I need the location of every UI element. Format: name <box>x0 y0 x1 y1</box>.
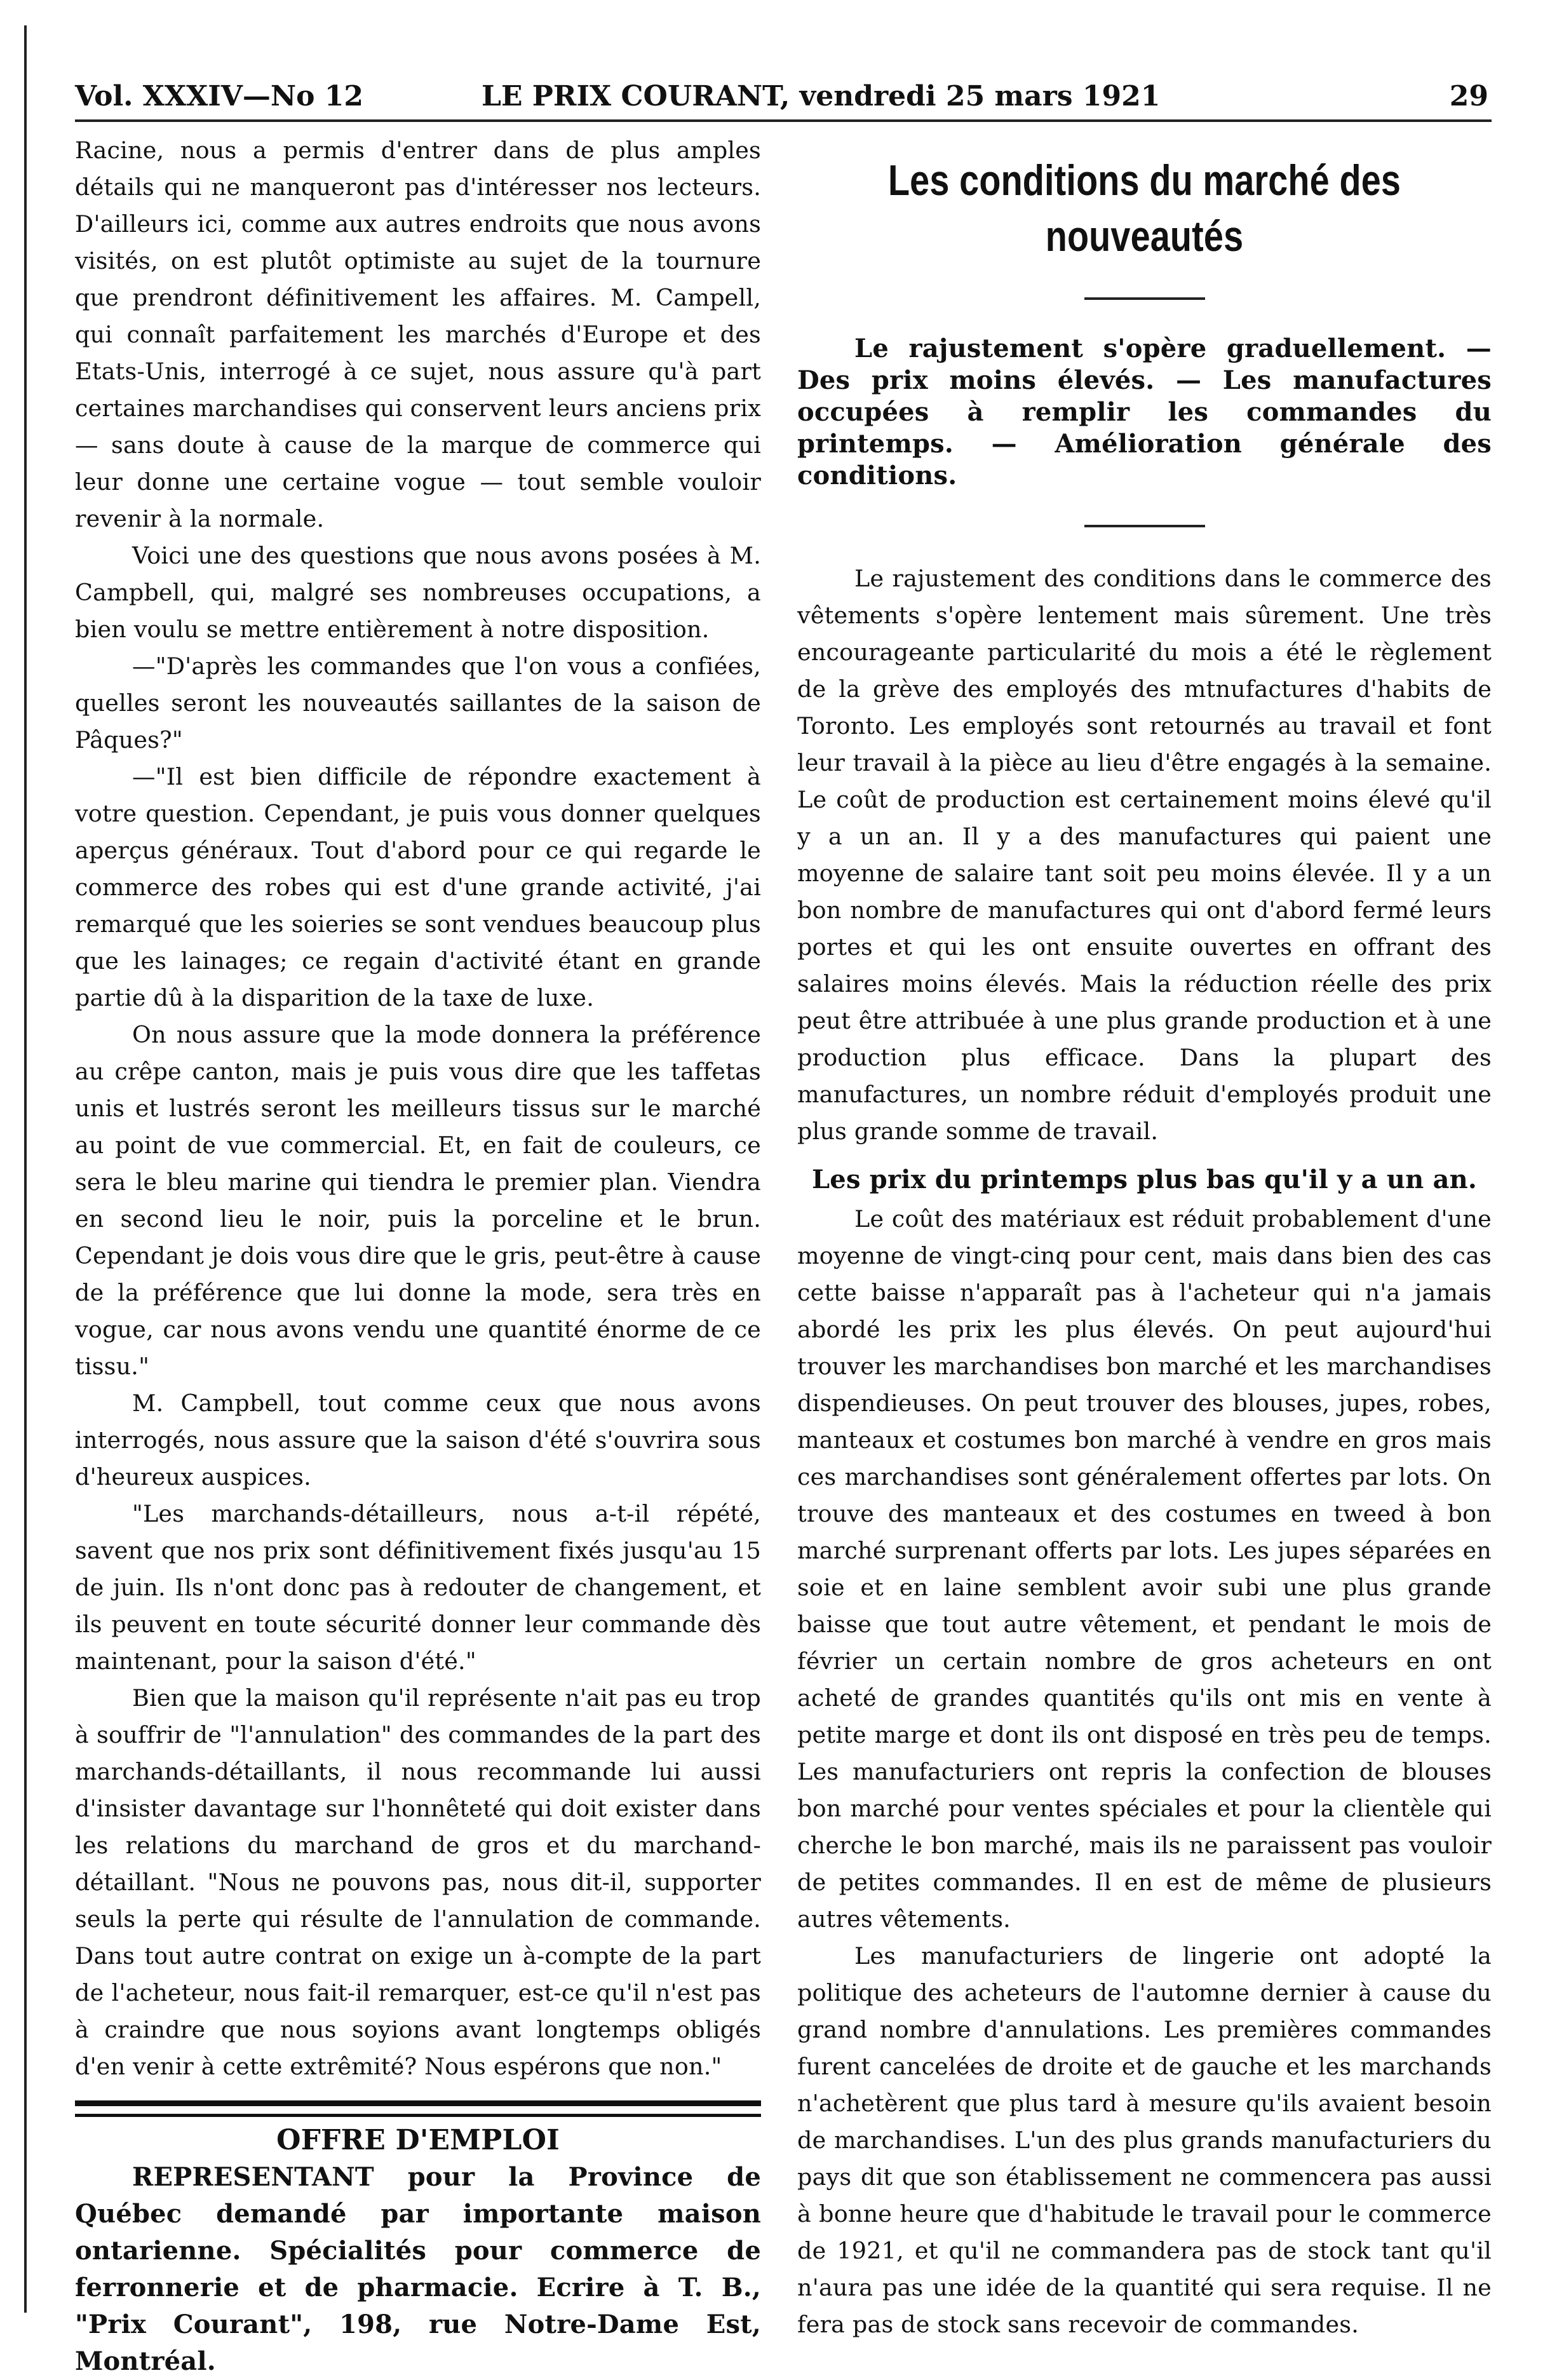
right-column <box>797 132 1492 2343</box>
article-paragraph: On nous assure que la mode donnera la préférence au crêpe canton, mais je puis vous dire que les taffetas unis et lustrés seront les meilleurs tissus sur le marché au point de vue commercial. Et, en fait de couleurs, ce sera le bleu marine qui tiendra le premier plan. Viendra en second lieu le noir, puis la porceline et le brun. Cependant je dois vous dire que le gris, peut-être à cause de la préférence que lui donne la mode, sera très en vogue, car nous avons vendu une quantité énorme de ce tissu." <box>75 1021 761 1380</box>
article-paragraph: —"Il est bien difficile de répondre exactement à votre question. Cependant, je puis vous donner quelques aperçus généraux. Tout d'abord pour ce qui regarde le commerce des robes qui est d'une grande activité, j'ai remarqué que les soieries se sont vendues beaucoup plus que les lainages; ce regain d'activité étant en grande partie dû à la disparition de la taxe de luxe. <box>75 763 761 1011</box>
page-number: 29 <box>1449 80 1488 112</box>
job-offer-title: OFFRE D'EMPLOI <box>276 2124 560 2156</box>
article-subhead: Les prix du printemps plus bas qu'il y a un an. <box>811 1165 1478 1194</box>
left-column <box>75 132 761 2380</box>
page-edge-line <box>24 25 27 2313</box>
publication-and-date: LE PRIX COURANT, vendredi 25 mars 1921 <box>482 80 1161 112</box>
title-rule <box>1084 297 1205 300</box>
article-paragraph: M. Campbell, tout comme ceux que nous avons interrogés, nous assure que la saison d'été s'ouvrira sous d'heureux auspices. <box>75 1389 761 1491</box>
article-paragraph: Voici une des questions que nous avons posées à M. Campbell, qui, malgré ses nombreuses occupations, a bien voulu se mettre entièrement à notre disposition. <box>75 542 761 643</box>
deck-rule <box>1084 525 1205 527</box>
volume-number: Vol. XXXIV—No 12 <box>75 80 364 112</box>
article-paragraph: Le rajustement des conditions dans le commerce des vêtements s'opère lentement mais sûrement. Une très encourageante particularité du mois a été le règlement de la grève des employés des mtnufactures d'habits de Toronto. Les employés sont retournés au travail et font leur travail à la pièce au lieu d'être engagés à la semaine. Le coût de production est certainement moins élevé qu'il y a un an. Il y a des manufactures qui paient une moyenne de salaire tant soit peu moins élevée. Il y a un bon nombre de manufactures qui ont d'abord fermé leurs portes et qui les ont ensuite ouvertes en offrant des salaires moins élevés. Mais la réduction réelle des prix peut être attribuée à une plus grande production et à une production plus efficace. Dans la plupart des manufactures, un nombre réduit d'employés produit une plus grande somme de travail. <box>797 565 1492 1145</box>
article-paragraph: Racine, nous a permis d'entrer dans de plus amples détails qui ne manqueront pas d'intéresser nos lecteurs. D'ailleurs ici, comme aux autres endroits que nous avons visités, on est plutôt optimiste au sujet de la tournure que prendront définitivement les affaires. M. Campell, qui connaît parfaitement les marchés d'Europe et des Etats-Unis, interrogé à ce sujet, nous assure qu'à part certaines marchandises qui conservent leurs anciens prix — sans doute à cause de la marque de commerce qui leur donne une certaine vogue — tout semble vouloir revenir à la normale. <box>75 137 761 532</box>
article-paragraph: Les manufacturiers de lingerie ont adopté la politique des acheteurs de l'automne dernier à cause du grand nombre d'annulations. Les premières commandes furent cancelées de droite et de gauche et les marchands n'achetèrent que plus tard à mesure qu'ils avaient besoin de marchandises. L'un des plus grands manufacturiers du pays dit que son établissement ne commencera pas aussi à bonne heure que d'habitude le travail pour le commerce de 1921, et qu'il ne commandera pas de stock tant qu'il n'aura pas une idée de la quantité qui sera requise. Il ne fera pas de stock sans recevoir de commandes. <box>797 1942 1492 2338</box>
section-divider <box>75 2100 761 2117</box>
article-deck: Le rajustement s'opère graduellement. — Des prix moins élevés. — Les manufactures occupées à remplir les commandes du printemps. — Amélioration générale des conditions. <box>797 334 1492 490</box>
article-paragraph: Le coût des matériaux est réduit probablement d'une moyenne de vingt-cinq pour cent, mais dans bien des cas cette baisse n'apparaît pas à l'acheteur qui n'a jamais abordé les prix les plus élevés. On peut aujourd'hui trouver les marchandises bon marché et les marchandises dispendieuses. On peut trouver des blouses, jupes, robes, manteaux et costumes bon marché à vendre en gros mais ces marchandises sont généralement offertes par lots. On trouve des manteaux et des costumes en tweed à bon marché surprenant offerts par lots. Les jupes séparées en soie et en laine semblent avoir subi une plus grande baisse que tout autre vêtement, et pendant le mois de février un certain nombre de gros acheteurs en ont acheté de grandes quantités qu'ils ont mis en vente à petite marge et dont ils ont disposé en très peu de temps. Les manufacturiers ont repris la confection de blouses bon marché pour ventes spéciales et pour la clientèle qui cherche le bon marché, mais ils ne paraissent pas vouloir de petites commandes. Il en est de même de plusieurs autres vêtements. <box>797 1205 1492 1933</box>
article-paragraph: Bien que la maison qu'il représente n'ait pas eu trop à souffrir de "l'annulation" des commandes de la part des marchands-détaillants, il nous recommande lui aussi d'insister davantage sur l'honnêteté qui doit exister dans les relations du marchand de gros et du marchand-détaillant. "Nous ne pouvons pas, nous dit-il, supporter seuls la perte qui résulte de l'annulation de commande. Dans tout autre contrat on exige un à-compte de la part de l'acheteur, nous fait-il remarquer, est-ce qu'il n'est pas à craindre que nous soyions avant longtemps obligés d'en venir à cette extrêmité? Nous espérons que non." <box>75 1684 761 2080</box>
article-paragraph: "Les marchands-détailleurs, nous a-t-il répété, savent que nos prix sont définitivement fixés jusqu'au 15 de juin. Ils n'ont donc pas à redouter de changement, et ils peuvent en toute sécurité donner leur commande dès maintenant, pour la saison d'été." <box>75 1500 761 1675</box>
job-offer-body: REPRESENTANT pour la Province de Québec demandé par importante maison ontarienne. Spécialités pour commerce de ferronnerie et de pharmacie. Ecrire à T. B., "Prix Courant", 198, rue Notre-Dame Est, Montréal. <box>75 2162 761 2376</box>
article-title: Les conditions du marché des nouveautés <box>887 156 1401 260</box>
article-paragraph: —"D'après les commandes que l'on vous a confiées, quelles seront les nouveautés saillantes de la saison de Pâques?" <box>75 652 761 754</box>
page-header <box>75 76 1488 122</box>
header-rule <box>75 119 1492 122</box>
